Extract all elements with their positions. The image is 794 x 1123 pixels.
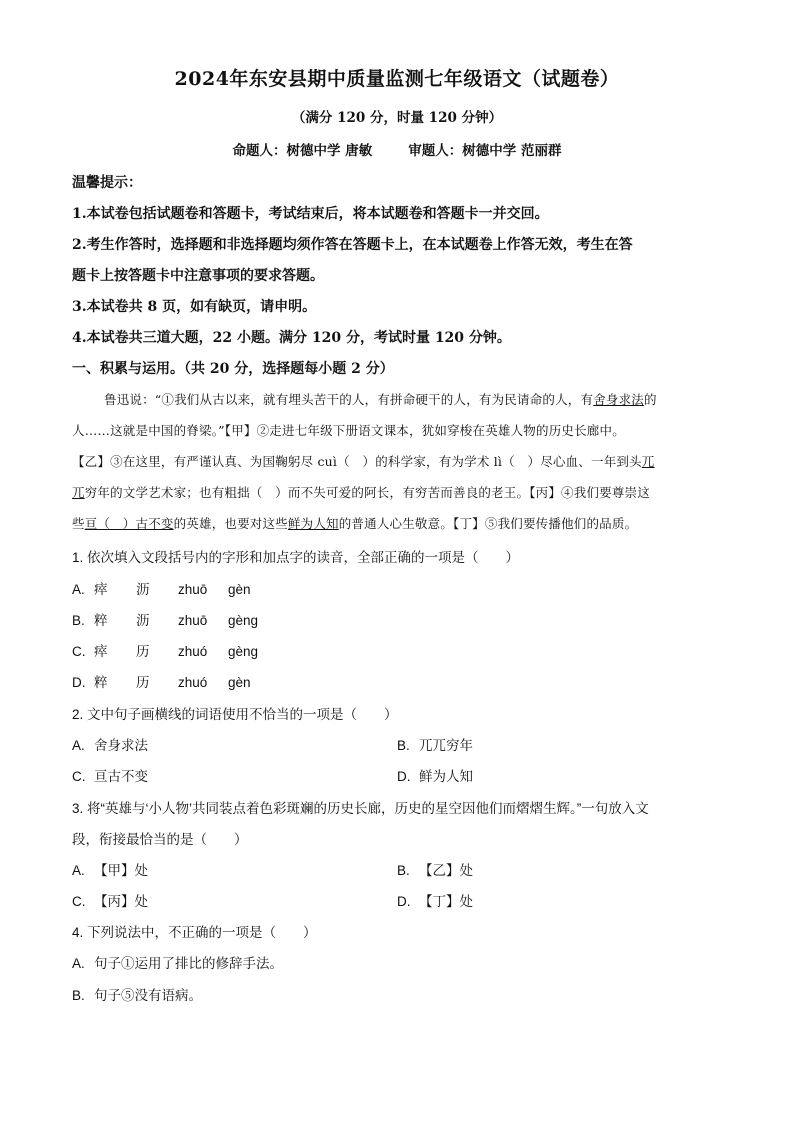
q3-option-a[interactable]: A. 【甲】处	[72, 863, 148, 878]
exam-subtitle: （满分 120 分，时量 120 分钟）	[291, 110, 503, 126]
tip-item: 题卡上按答题卡中注意事项的要求答题。	[72, 268, 324, 284]
tip-item: 3.本试卷共 8 页，如有缺页，请申明。	[72, 299, 317, 315]
q1-option-a[interactable]: A. 瘁 沥 zhuō gèn	[72, 582, 251, 597]
q1-option-b[interactable]: B. 粹 沥 zhuō gèng	[72, 613, 259, 628]
question-3-stem: 3. 将“英雄与‘小人物’共同装点着色彩斑斓的历史长廊，历史的星空因他们而熠熠生辉。”一句放入文	[72, 801, 649, 816]
reviewer-name: 审题人：树德中学 范丽群	[408, 143, 562, 159]
q1-option-c[interactable]: C. 瘁 历 zhuó gèng	[72, 644, 259, 659]
q2-option-a[interactable]: A. 舍身求法	[72, 738, 148, 753]
q3-option-c[interactable]: C. 【丙】处	[72, 894, 148, 909]
passage-line: 些亘（ ）古不变的英雄，也要对这些鲜为人知的普通人心生敬意。【丁】⑤我们要传播他们的品质。	[72, 516, 638, 531]
underlined-phrase: 兀	[72, 485, 85, 500]
q2-option-d[interactable]: D. 鲜为人知	[397, 769, 473, 784]
passage-line: 兀穷年的文学艺术家；也有粗拙（ ）而不失可爱的阿长，有穷苦而善良的老王。【丙】④我们要尊崇这	[72, 485, 650, 500]
question-4-stem: 4. 下列说法中，不正确的一项是（ ）	[72, 925, 317, 940]
authors-line	[0, 139, 794, 159]
q2-option-c[interactable]: C. 亘古不变	[72, 769, 148, 784]
section-heading: 一、积累与运用。（共 20 分，选择题每小题 2 分）	[72, 361, 394, 377]
question-1-stem: 1. 依次填入文段括号内的字形和加点字的读音，全部正确的一项是（ ）	[72, 550, 520, 565]
question-3-stem-cont: 段，衔接最恰当的是（ ）	[72, 832, 248, 847]
q4-option-b[interactable]: B. 句子⑤没有语病。	[72, 988, 202, 1003]
underlined-phrase: 鲜为人知	[287, 516, 339, 531]
passage-line: 【乙】③在这里，有严谨认真、为国鞠躬尽 cuì（ ）的科学家，有为学术 lì（ ）尽心血、一年到头兀	[72, 454, 655, 469]
underlined-phrase: 舍身求法	[593, 392, 645, 407]
q4-option-a[interactable]: A. 句子①运用了排比的修辞手法。	[72, 956, 283, 971]
question-2-stem: 2. 文中句子画横线的词语使用不恰当的一项是（ ）	[72, 707, 398, 722]
q2-option-b[interactable]: B. 兀兀穷年	[397, 738, 473, 753]
tip-item: 2.考生作答时，选择题和非选择题均须作答在答题卡上，在本试题卷上作答无效，考生在答	[72, 237, 633, 253]
underlined-phrase: 亘（ ）古不变	[84, 516, 174, 531]
tip-item: 1.本试卷包括试题卷和答题卡，考试结束后，将本试题卷和答题卡一并交回。	[72, 206, 549, 222]
page-title: 2024年东安县期中质量监测七年级语文（试题卷）	[174, 68, 620, 90]
tips-heading: 温馨提示：	[72, 175, 142, 191]
setter-name: 命题人：树德中学 唐敏	[232, 143, 373, 159]
q1-option-d[interactable]: D. 粹 历 zhuó gèn	[72, 675, 251, 690]
passage-line: 鲁迅说：“①我们从古以来，就有埋头苦干的人，有拼命硬干的人，有为民请命的人，有舍身求法的	[104, 392, 657, 407]
q3-option-d[interactable]: D. 【丁】处	[397, 894, 473, 909]
q3-option-b[interactable]: B. 【乙】处	[397, 863, 473, 878]
passage-line: 人……这就是中国的脊梁。”【甲】②走进七年级下册语文课本，犹如穿梭在英雄人物的历史长廊中。	[72, 423, 625, 438]
underlined-phrase: 兀	[641, 454, 655, 469]
tip-item: 4.本试卷共三道大题，22 小题。满分 120 分，考试时量 120 分钟。	[72, 330, 511, 346]
